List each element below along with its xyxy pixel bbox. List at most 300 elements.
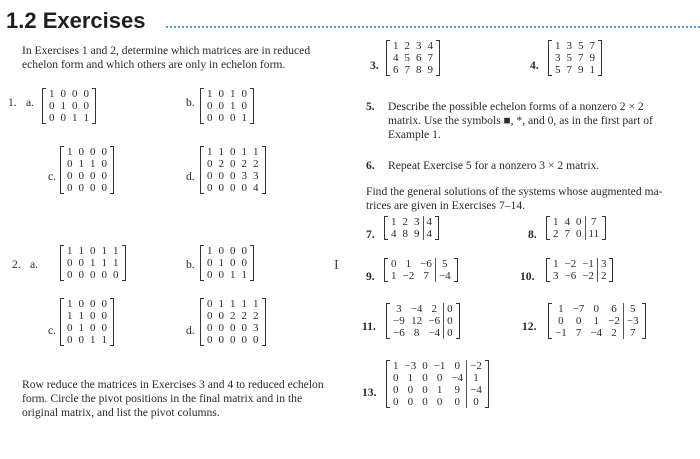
matrix-entry: 0 xyxy=(207,269,213,281)
matrix-entry: 6 xyxy=(416,52,422,64)
matrix-entry: 6 xyxy=(611,303,617,315)
matrix-entry: 0 xyxy=(49,100,55,112)
matrix-entry: 7 xyxy=(623,327,641,339)
matrix-entry: 0 xyxy=(218,269,224,281)
matrix-entry: 9 xyxy=(589,52,595,64)
matrix-entry: 4 xyxy=(253,182,259,194)
matrix-entry: 7 xyxy=(585,216,602,228)
exercise-number: 12. xyxy=(522,320,537,333)
part-label: d. xyxy=(186,170,195,183)
matrix-entry: 1 xyxy=(241,146,247,158)
matrix-entry: 0 xyxy=(422,384,428,396)
matrix-grid xyxy=(64,146,110,194)
matrix-entry: 2 xyxy=(241,158,247,170)
matrix-row xyxy=(204,182,262,194)
matrix-entry: 0 xyxy=(241,334,247,346)
matrix-entry: 1 xyxy=(67,310,73,322)
exercise-number: 2. xyxy=(12,258,21,271)
matrix-entry: −9 xyxy=(393,315,405,327)
matrix-entry: 1 xyxy=(589,64,595,76)
matrix-entry: −4 xyxy=(410,303,423,315)
matrix-row xyxy=(552,303,642,315)
matrix-entry: 4 xyxy=(423,216,435,228)
matrix-entry: 7 xyxy=(423,270,429,282)
exercise-number: 5. xyxy=(366,100,375,113)
matrix-entry: 2 xyxy=(218,158,224,170)
matrix-row xyxy=(204,298,262,310)
matrix-entry: 1 xyxy=(113,245,119,257)
exercise-5-line: Example 1. xyxy=(388,128,441,141)
matrix-entry: 0 xyxy=(90,269,96,281)
matrix-entry: 1 xyxy=(230,269,236,281)
matrix-entry: 0 xyxy=(253,334,259,346)
matrix-1a xyxy=(42,88,96,124)
matrix-row xyxy=(204,146,262,158)
matrix-entry: 1 xyxy=(101,334,107,346)
matrix-row xyxy=(64,182,110,194)
matrix-entry: 5 xyxy=(435,258,453,270)
matrix-entry: 7 xyxy=(578,52,584,64)
matrix-entry: 7 xyxy=(575,327,582,339)
bracket-right xyxy=(262,298,266,346)
matrix-grid xyxy=(46,88,92,124)
matrix-entry: −6 xyxy=(393,327,405,339)
matrix-1d xyxy=(200,146,266,194)
matrix-entry: 0 xyxy=(90,322,96,334)
matrix-entry: 1 xyxy=(230,100,236,112)
part-label: b. xyxy=(186,96,195,109)
matrix-entry: 0 xyxy=(422,360,428,372)
matrix-entry: −6 xyxy=(428,315,441,327)
matrix-entry: 3 xyxy=(597,258,609,270)
bracket-right xyxy=(435,216,439,240)
matrix-entry: 3 xyxy=(414,216,420,228)
matrix-entry: 1 xyxy=(78,158,84,170)
matrix-entry: 3 xyxy=(253,322,259,334)
exercise-number: 7. xyxy=(366,228,375,241)
part-label: a. xyxy=(30,258,39,271)
matrix-entry: 0 xyxy=(60,88,66,100)
exercise-number: 1. xyxy=(8,96,17,109)
matrix-entry: 1 xyxy=(241,269,247,281)
matrix-row xyxy=(388,216,435,228)
matrix-entry: −3 xyxy=(623,315,641,327)
matrix-entry: 3 xyxy=(396,303,402,315)
matrix-entry: 0 xyxy=(78,334,84,346)
matrix-entry: 0 xyxy=(60,112,66,124)
matrix-entry: 0 xyxy=(67,269,73,281)
part-label: b. xyxy=(186,258,195,271)
matrix-grid xyxy=(550,216,602,240)
matrix-13 xyxy=(386,360,489,408)
matrix-entry: 0 xyxy=(101,310,107,322)
matrix-grid xyxy=(388,216,435,240)
matrix-entry: −2 xyxy=(608,315,620,327)
matrix-entry: 0 xyxy=(393,384,399,396)
matrix-entry: −2 xyxy=(467,360,485,372)
matrix-row xyxy=(552,40,598,52)
matrix-entry: 0 xyxy=(576,228,582,240)
matrix-row xyxy=(388,270,454,282)
matrix-entry: 1 xyxy=(391,216,397,228)
matrix-11 xyxy=(386,303,460,339)
matrix-row xyxy=(64,298,110,310)
matrix-row xyxy=(204,334,262,346)
matrix-entry: 0 xyxy=(78,182,84,194)
matrix-8 xyxy=(546,216,606,240)
matrix-entry: 1 xyxy=(558,303,564,315)
matrix-entry: 0 xyxy=(78,146,84,158)
matrix-entry: 0 xyxy=(230,257,236,269)
matrix-entry: 0 xyxy=(83,88,89,100)
matrix-entry: 1 xyxy=(241,298,247,310)
matrix-row xyxy=(64,310,110,322)
matrix-entry: −1 xyxy=(582,258,594,270)
matrix-entry: 5 xyxy=(404,52,410,64)
matrix-row xyxy=(390,372,485,384)
matrix-row xyxy=(64,158,110,170)
matrix-entry: 3 xyxy=(555,52,561,64)
matrix-entry: 1 xyxy=(218,257,224,269)
matrix-row xyxy=(390,303,456,315)
matrix-entry: 1 xyxy=(555,40,561,52)
matrix-entry: 0 xyxy=(422,372,428,384)
matrix-entry: 0 xyxy=(83,100,89,112)
matrix-entry: 0 xyxy=(101,269,107,281)
matrix-row xyxy=(204,257,250,269)
matrix-entry: 0 xyxy=(101,298,107,310)
matrix-entry: 1 xyxy=(90,158,96,170)
matrix-row xyxy=(388,258,454,270)
matrix-entry: 9 xyxy=(454,384,461,396)
matrix-entry: 0 xyxy=(207,322,213,334)
matrix-entry: 0 xyxy=(78,298,84,310)
matrix-row xyxy=(390,52,436,64)
bracket-right xyxy=(602,216,606,240)
matrix-entry: 0 xyxy=(230,334,236,346)
matrix-row xyxy=(64,257,122,269)
matrix-entry: 1 xyxy=(78,310,84,322)
matrix-entry: 0 xyxy=(407,384,414,396)
matrix-2d xyxy=(200,298,266,346)
exercise-number: 8. xyxy=(528,228,537,241)
matrix-entry: 4 xyxy=(393,52,399,64)
matrix-row xyxy=(204,170,262,182)
matrix-entry: 0 xyxy=(218,182,224,194)
matrix-entry: 7 xyxy=(427,52,433,64)
bracket-right xyxy=(642,303,646,339)
matrix-entry: 0 xyxy=(241,100,247,112)
matrix-entry: 0 xyxy=(558,315,564,327)
matrix-entry: 0 xyxy=(230,146,236,158)
matrix-entry: 1 xyxy=(553,216,559,228)
intro-line: echelon form and which others are only in echelon form. xyxy=(22,58,286,71)
matrix-entry: 9 xyxy=(578,64,584,76)
matrix-row xyxy=(64,322,110,334)
matrix-entry: 0 xyxy=(78,257,84,269)
matrix-entry: 1 xyxy=(67,245,73,257)
matrix-entry: 8 xyxy=(402,228,408,240)
matrix-entry: 1 xyxy=(60,100,66,112)
matrix-row xyxy=(390,315,456,327)
matrix-entry: 0 xyxy=(467,396,485,408)
matrix-entry: 1 xyxy=(405,258,412,270)
matrix-entry: 4 xyxy=(423,228,435,240)
matrix-entry: 0 xyxy=(436,372,443,384)
matrix-entry: 0 xyxy=(101,146,107,158)
matrix-entry: 0 xyxy=(230,245,236,257)
matrix-entry: 0 xyxy=(422,396,428,408)
matrix-entry: 0 xyxy=(72,100,78,112)
matrix-entry: 6 xyxy=(393,64,399,76)
matrix-entry: 7 xyxy=(589,40,595,52)
row-reduce-line: Row reduce the matrices in Exercises 3 and 4 to reduced echelon xyxy=(22,378,324,391)
matrix-row xyxy=(64,334,110,346)
matrix-entry: 0 xyxy=(101,170,107,182)
matrix-entry: 1 xyxy=(101,245,107,257)
matrix-1c xyxy=(60,146,114,194)
general-line: Find the general solutions of the systems whose augmented ma- xyxy=(366,185,663,198)
matrix-entry: 0 xyxy=(393,396,399,408)
matrix-entry: 5 xyxy=(578,40,584,52)
matrix-grid xyxy=(204,245,250,281)
matrix-entry: −1 xyxy=(555,327,567,339)
matrix-entry: 1 xyxy=(207,146,213,158)
bracket-right xyxy=(250,88,254,124)
matrix-entry: 1 xyxy=(72,112,78,124)
title-divider xyxy=(166,26,700,28)
matrix-row xyxy=(550,258,609,270)
matrix-entry: 0 xyxy=(436,396,443,408)
matrix-entry: 3 xyxy=(253,170,259,182)
matrix-grid xyxy=(390,303,456,339)
matrix-entry: 5 xyxy=(566,52,572,64)
matrix-entry: 1 xyxy=(90,257,96,269)
matrix-2b xyxy=(200,245,254,281)
matrix-entry: 1 xyxy=(78,322,84,334)
matrix-entry: 0 xyxy=(67,182,73,194)
matrix-row xyxy=(204,100,250,112)
matrix-entry: 3 xyxy=(553,270,559,282)
matrix-row xyxy=(64,170,110,182)
matrix-entry: 0 xyxy=(444,327,456,339)
matrix-row xyxy=(204,322,262,334)
part-label: c. xyxy=(48,324,57,337)
matrix-entry: −6 xyxy=(564,270,577,282)
matrix-3 xyxy=(386,40,440,76)
matrix-entry: 2 xyxy=(553,228,559,240)
bracket-right xyxy=(456,303,460,339)
matrix-entry: 0 xyxy=(207,298,213,310)
matrix-entry: 1 xyxy=(218,146,224,158)
matrix-entry: 0 xyxy=(67,334,73,346)
matrix-row xyxy=(204,158,262,170)
matrix-entry: 0 xyxy=(218,322,224,334)
matrix-row xyxy=(64,269,122,281)
bracket-right xyxy=(262,146,266,194)
general-line: trices are given in Exercises 7–14. xyxy=(366,199,526,212)
matrix-entry: 0 xyxy=(101,182,107,194)
matrix-entry: 1 xyxy=(113,257,119,269)
matrix-entry: 1 xyxy=(230,88,236,100)
exercise-5-text xyxy=(388,100,653,142)
matrix-entry: 1 xyxy=(593,315,600,327)
matrix-entry: 0 xyxy=(393,372,399,384)
matrix-entry: 0 xyxy=(90,245,96,257)
bracket-right xyxy=(92,88,96,124)
matrix-entry: 0 xyxy=(101,158,107,170)
part-label: c. xyxy=(48,170,57,183)
matrix-entry: 1 xyxy=(207,245,213,257)
matrix-grid xyxy=(390,40,436,76)
matrix-entry: 0 xyxy=(207,182,213,194)
matrix-entry: 0 xyxy=(391,258,397,270)
matrix-entry: 4 xyxy=(427,40,433,52)
matrix-entry: 2 xyxy=(230,310,236,322)
matrix-row xyxy=(552,64,598,76)
bracket-right xyxy=(598,40,602,76)
matrix-2a xyxy=(60,245,126,281)
matrix-9 xyxy=(384,258,458,282)
matrix-entry: 1 xyxy=(67,146,73,158)
matrix-entry: 0 xyxy=(113,269,119,281)
matrix-entry: −4 xyxy=(467,384,485,396)
matrix-entry: 2 xyxy=(431,303,438,315)
matrix-entry: 0 xyxy=(49,112,55,124)
matrix-entry: 9 xyxy=(427,64,433,76)
matrix-entry: 0 xyxy=(241,257,247,269)
matrix-entry: 0 xyxy=(207,100,213,112)
matrix-grid xyxy=(550,258,609,282)
bracket-right xyxy=(609,258,613,282)
matrix-row xyxy=(550,228,602,240)
matrix-entry: 1 xyxy=(407,372,414,384)
matrix-entry: 2 xyxy=(253,158,259,170)
matrix-entry: 2 xyxy=(611,327,617,339)
matrix-entry: 1 xyxy=(391,270,397,282)
matrix-entry: 0 xyxy=(67,322,73,334)
matrix-entry: 12 xyxy=(411,315,423,327)
matrix-entry: 4 xyxy=(391,228,397,240)
matrix-grid xyxy=(64,298,110,346)
exercise-number: 11. xyxy=(362,320,376,333)
matrix-grid xyxy=(390,360,485,408)
exercise-number: 10. xyxy=(520,270,535,283)
matrix-2c xyxy=(60,298,114,346)
bracket-right xyxy=(436,40,440,76)
matrix-entry: 2 xyxy=(241,310,247,322)
matrix-entry: 0 xyxy=(78,170,84,182)
matrix-row xyxy=(388,228,435,240)
matrix-entry: 0 xyxy=(454,396,461,408)
exercise-number: 4. xyxy=(530,59,539,72)
matrix-entry: −6 xyxy=(420,258,432,270)
matrix-entry: 0 xyxy=(230,170,236,182)
matrix-entry: 0 xyxy=(218,112,224,124)
matrix-entry: 0 xyxy=(241,245,247,257)
matrix-entry: 0 xyxy=(67,257,73,269)
matrix-entry: 0 xyxy=(72,88,78,100)
matrix-row xyxy=(204,245,250,257)
matrix-entry: 0 xyxy=(90,298,96,310)
matrix-entry: 1 xyxy=(67,298,73,310)
matrix-entry: 1 xyxy=(230,298,236,310)
matrix-4 xyxy=(548,40,602,76)
matrix-entry: 8 xyxy=(416,64,422,76)
matrix-entry: 1 xyxy=(253,298,259,310)
matrix-row xyxy=(204,112,250,124)
matrix-entry: 0 xyxy=(218,170,224,182)
matrix-row xyxy=(64,146,110,158)
matrix-entry: 0 xyxy=(230,322,236,334)
matrix-entry: −4 xyxy=(451,372,464,384)
matrix-7 xyxy=(384,216,439,240)
matrix-entry: 1 xyxy=(467,372,485,384)
matrix-entry: 0 xyxy=(241,182,247,194)
matrix-entry: 5 xyxy=(623,303,641,315)
row-reduce-line: form. Circle the pivot positions in the final matrix and in the xyxy=(22,392,303,405)
matrix-entry: −4 xyxy=(428,327,441,339)
matrix-entry: 0 xyxy=(90,310,96,322)
matrix-entry: 7 xyxy=(404,64,410,76)
bracket-right xyxy=(110,298,114,346)
matrix-entry: 1 xyxy=(218,298,224,310)
matrix-entry: 0 xyxy=(230,112,236,124)
matrix-entry: 1 xyxy=(83,112,89,124)
matrix-entry: 0 xyxy=(67,158,73,170)
matrix-entry: 0 xyxy=(444,303,456,315)
matrix-entry: −7 xyxy=(572,303,585,315)
matrix-entry: 0 xyxy=(101,322,107,334)
matrix-grid xyxy=(552,303,642,339)
matrix-entry: 0 xyxy=(241,322,247,334)
matrix-entry: 0 xyxy=(454,360,461,372)
matrix-entry: 1 xyxy=(241,112,247,124)
matrix-entry: 3 xyxy=(416,40,422,52)
matrix-grid xyxy=(204,88,250,124)
matrix-entry: 1 xyxy=(78,245,84,257)
matrix-entry: 1 xyxy=(90,334,96,346)
bracket-right xyxy=(110,146,114,194)
matrix-entry: 0 xyxy=(230,182,236,194)
matrix-grid xyxy=(552,40,598,76)
matrix-entry: 0 xyxy=(218,88,224,100)
bracket-right xyxy=(485,360,489,408)
matrix-entry: 1 xyxy=(253,146,259,158)
matrix-entry: 1 xyxy=(393,360,399,372)
matrix-grid xyxy=(388,258,454,282)
matrix-entry: −4 xyxy=(435,270,453,282)
matrix-row xyxy=(550,270,609,282)
part-label: a. xyxy=(26,96,35,109)
matrix-entry: 0 xyxy=(218,100,224,112)
matrix-entry: 0 xyxy=(207,112,213,124)
matrix-entry: 1 xyxy=(101,257,107,269)
matrix-entry: 3 xyxy=(566,40,572,52)
matrix-row xyxy=(390,40,436,52)
matrix-entry: 1 xyxy=(49,88,55,100)
matrix-entry: 7 xyxy=(564,228,570,240)
matrix-entry: 1 xyxy=(393,40,399,52)
exercise-5-line: Describe the possible echelon forms of a nonzero 2 × 2 xyxy=(388,100,644,113)
matrix-row xyxy=(390,384,485,396)
matrix-entry: 0 xyxy=(207,310,213,322)
matrix-entry: 2 xyxy=(253,310,259,322)
intro-text xyxy=(22,44,310,72)
matrix-entry: 2 xyxy=(404,40,410,52)
matrix-row xyxy=(390,396,485,408)
matrix-entry: 1 xyxy=(207,88,213,100)
